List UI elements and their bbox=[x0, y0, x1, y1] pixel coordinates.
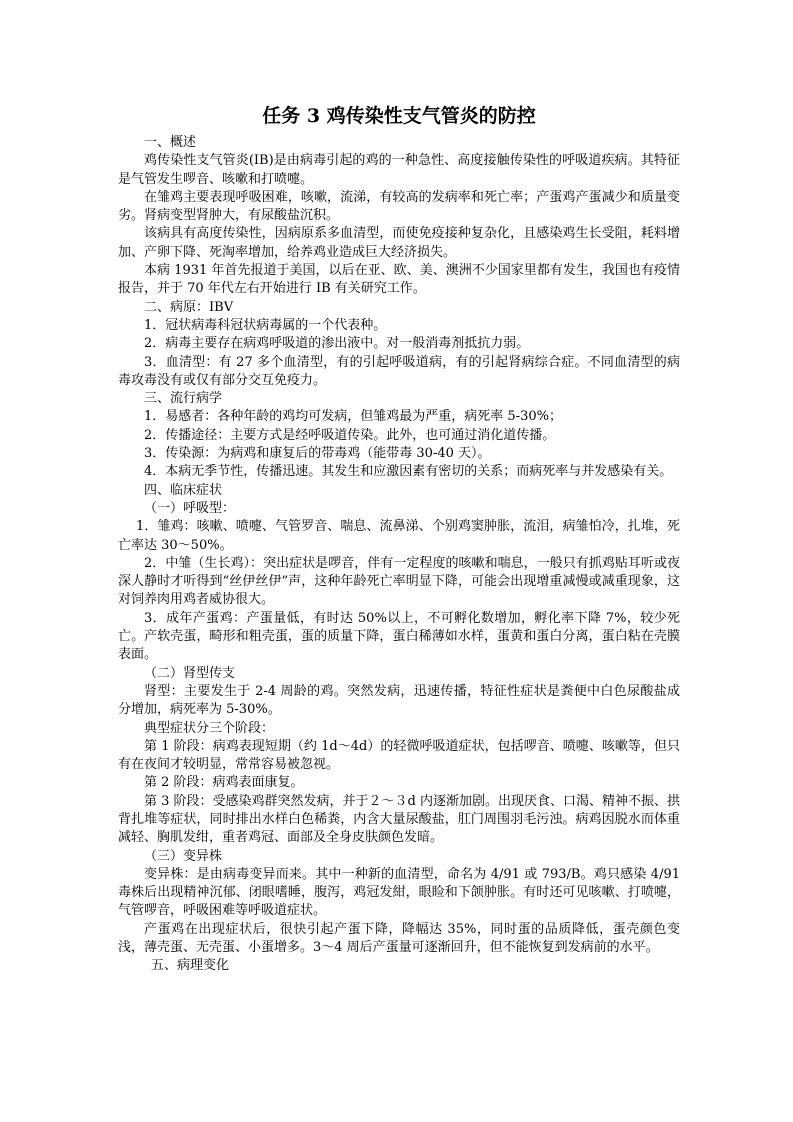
paragraph: 第 1 阶段：病鸡表现短期（约 1d～4d）的轻微呼吸道症状，包括啰音、喷嚏、咳嗽等，但只有在夜间才较明显，常常容易被忽视。 bbox=[118, 738, 680, 773]
paragraph: 2．传播途径：主要方式是经呼吸道传染。此外，也可通过消化道传播。 bbox=[144, 427, 556, 443]
paragraph: 本病 1931 年首先报道于美国，以后在亚、欧、美、澳洲不少国家里都有发生，我国也有疫情报告，并于 70 年代左右开始进行 IB 有关研究工作。 bbox=[118, 263, 680, 297]
paragraph: 3．成年产蛋鸡：产蛋量低，有时达 50%以上，不可孵化数增加，孵化率下降 7%，较少死亡。产软壳蛋，畸形和粗壳蛋，蛋的质量下降，蛋白稀薄如水样，蛋黄和蛋白分离，蛋白粘在壳膜表面。 bbox=[118, 610, 680, 663]
paragraph: 2．中雏（生长鸡）：突出症状是啰音，伴有一定程度的咳嗽和喘息，一般只有抓鸡贴耳听或夜深人静时才听得到“丝伊丝伊”声，这种年龄死亡率明显下降，可能会出现增重减慢或减重现象，这对饲养肉用鸡者威协很大。 bbox=[118, 555, 680, 608]
paragraph: 3．血清型：有 27 多个血清型，有的引起呼吸道病，有的引起肾病综合症。不同血清型的病毒攻毒没有或仅有部分交互免疫力。 bbox=[118, 354, 680, 388]
paragraph: 鸡传染性支气管炎(IB)是由病毒引起的鸡的一种急性、高度接触传染性的呼吸道疾病。其特征是气管发生啰音、咳嗽和打喷嚏。 bbox=[118, 153, 680, 187]
document-body bbox=[118, 134, 680, 976]
paragraph: 在雏鸡主要表现呼吸困难，咳嗽，流涕，有较高的发病率和死亡率；产蛋鸡产蛋减少和质量变劣。肾病变型肾肿大，有尿酸盐沉积。 bbox=[118, 189, 680, 224]
paragraph: 一、概述 bbox=[144, 135, 197, 150]
paragraph: （三）变异株 bbox=[144, 848, 223, 864]
paragraph: 四、临床症状 bbox=[144, 482, 223, 498]
document-page bbox=[118, 102, 680, 976]
paragraph: 三、流行病学 bbox=[144, 391, 223, 407]
paragraph: 1．冠状病毒科冠状病毒属的一个代表种。 bbox=[144, 317, 387, 333]
paragraph: 二、病原：IBV bbox=[144, 299, 234, 315]
paragraph: 该病具有高度传染性，因病原系多血清型，而使免疫接种复杂化，且感染鸡生长受阻，耗料增加、产卵下降、死淘率增加，给养鸡业造成巨大经济损失。 bbox=[118, 226, 680, 260]
paragraph: （二）肾型传支 bbox=[144, 665, 236, 681]
paragraph: 变异株：是由病毒变异而来。其中一种新的血清型，命名为 4/91 或 793/B。鸡只感染 4/91 毒株后出现精神沉郁、闭眼嗜睡，腹泻，鸡冠发紺，眼睑和下颌肿胀。有时还可见咳嗽、打喷嚏，气管啰音，呼吸困难等呼吸道症状。 bbox=[118, 866, 680, 919]
paragraph: 产蛋鸡在出现症状后，很快引起产蛋下降，降幅达 35%，同时蛋的品质降低，蛋壳颜色变浅，薄壳蛋、无壳蛋、小蛋增多。3～4 周后产蛋量可逐渐回升，但不能恢复到发病前的水平。 bbox=[118, 921, 680, 956]
paragraph: 3．传染源：为病鸡和康复后的带毒鸡（能带毒 30-40 天）。 bbox=[144, 446, 491, 462]
paragraph: 2．病毒主要存在病鸡呼吸道的渗出液中。对一般消毒剂抵抗力弱。 bbox=[144, 336, 530, 352]
paragraph: 1．雏鸡：咳嗽、喷嚏、气管罗音、喘息、流鼻涕、个别鸡窦肿胀，流泪，病雏怕冷，扎堆，死亡率达 30～50%。 bbox=[118, 519, 680, 553]
paragraph: 4．本病无季节性，传播迅速。其发生和应激因素有密切的关系；而病死率与并发感染有关。 bbox=[144, 464, 673, 480]
paragraph: 第 3 阶段：受感染鸡群突然发病，并于２～３d 内逐渐加剧。出现厌食、口渴、精神不振、拱背扎堆等症状，同时排出水样白色稀粪，内含大量尿酸盐，肛门周围羽毛污浊。病鸡因脱水而体重减轻、胸肌发绀，重者鸡冠、面部及全身皮肤颜色发暗。 bbox=[118, 793, 680, 846]
paragraph: 五、病理变化 bbox=[151, 958, 230, 974]
paragraph: 1．易感者：各种年龄的鸡均可发病，但雏鸡最为严重，病死率 5-30%； bbox=[144, 409, 562, 425]
paragraph: 典型症状分三个阶段： bbox=[144, 720, 275, 736]
paragraph: 第 2 阶段：病鸡表面康复。 bbox=[144, 775, 304, 791]
paragraph: 肾型：主要发生于 2-4 周龄的鸡。突然发病，迅速传播，特征性症状是粪便中白色尿酸盐成分增加，病死率为 5-30%。 bbox=[118, 683, 680, 718]
document-title: 任务 3 鸡传染性支气管炎的防控 bbox=[262, 105, 536, 127]
paragraph: （一）呼吸型： bbox=[144, 500, 236, 516]
